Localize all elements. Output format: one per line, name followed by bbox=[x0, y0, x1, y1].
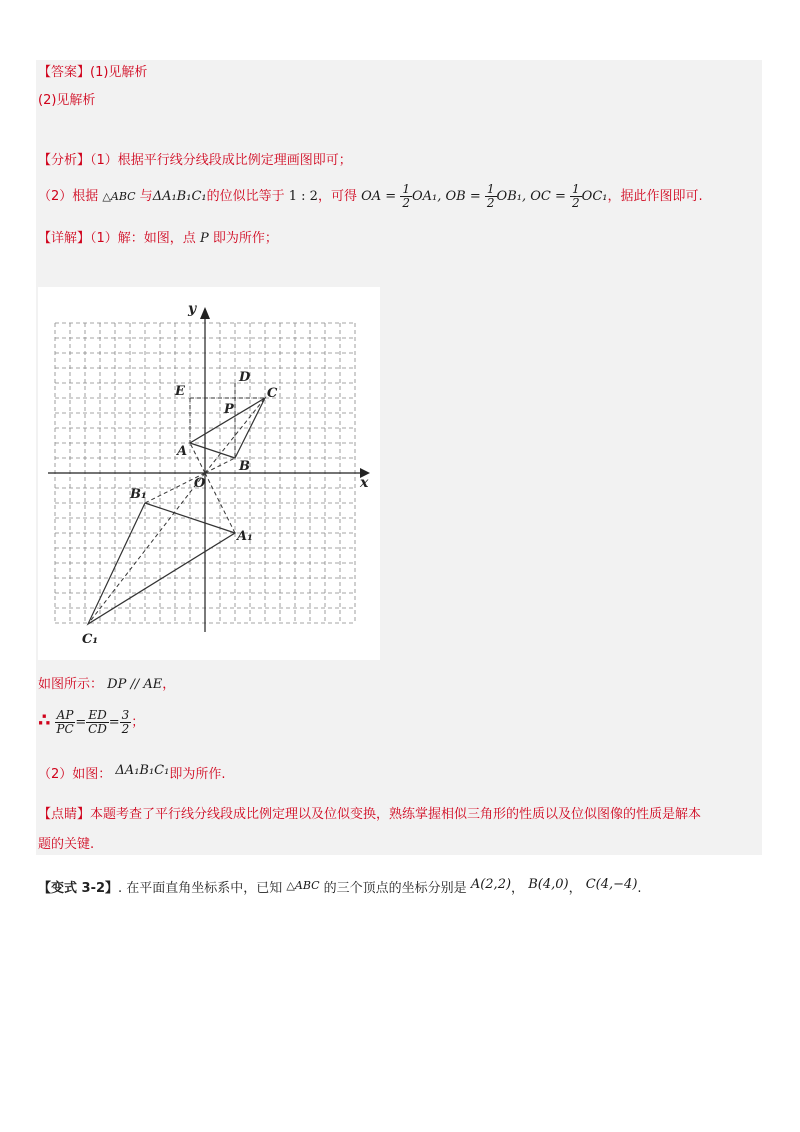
eq3-right: OC₁ bbox=[581, 189, 608, 204]
analysis-text-2e: ，据此作图即可. bbox=[607, 189, 703, 204]
label-x-axis: x bbox=[360, 475, 369, 491]
comment-tag: 【点睛】 bbox=[38, 807, 91, 822]
coordinate-plane-svg bbox=[38, 287, 380, 660]
parallel-statement: DP // AE bbox=[107, 677, 163, 692]
variant-end: . bbox=[637, 881, 642, 896]
eq1-right: OA₁, bbox=[411, 189, 442, 204]
label-d: D bbox=[239, 370, 251, 385]
ratio-end: ； bbox=[131, 715, 145, 730]
detail-text-1a: （1）解：如图，点 bbox=[90, 231, 196, 246]
therefore-symbol: ∴ bbox=[38, 710, 51, 731]
variant-text-a: . 在平面直角坐标系中，已知 bbox=[118, 881, 283, 896]
point-a: A(2,2) bbox=[470, 877, 512, 892]
label-b: B bbox=[239, 459, 250, 474]
detail-line-1 bbox=[38, 230, 278, 248]
label-c1: C₁ bbox=[82, 632, 99, 647]
analysis-text-1: （1）根据平行线分线段成比例定理画图即可； bbox=[90, 153, 352, 168]
answer-part2: (2)见解析 bbox=[38, 93, 96, 108]
answer-line-2 bbox=[38, 92, 95, 110]
parallel-text-b: ， bbox=[162, 677, 176, 692]
fraction-ap-pc: $\frac{AP}{PC}$ bbox=[56, 708, 74, 736]
variant-line bbox=[38, 872, 642, 898]
comment-text-1: 本题考查了平行线分线段成比例定理以及位似变换，熟练掌握相似三角形的性质以及位似图像的性质是解本 bbox=[90, 807, 702, 822]
triangle-abc: △ABC bbox=[102, 190, 136, 203]
answer-part1: (1)见解析 bbox=[90, 65, 148, 80]
answer-line-1 bbox=[38, 64, 147, 82]
coordinate-figure bbox=[38, 287, 380, 660]
eq2-left: OB = bbox=[445, 189, 481, 204]
part2-line bbox=[38, 758, 225, 784]
variant-triangle: △ABC bbox=[286, 879, 320, 892]
analysis-text-2b: 与 bbox=[139, 189, 153, 204]
variant-tag: 【变式 3-2】 bbox=[38, 881, 119, 896]
point-c: C(4,−4) bbox=[585, 877, 638, 892]
part2-triangle: ΔA₁B₁C₁ bbox=[115, 763, 170, 778]
label-a: A bbox=[177, 444, 188, 459]
fraction-3-2: $\frac{3}{2}$ bbox=[121, 708, 130, 736]
sep-2: ， bbox=[568, 881, 582, 896]
point-p: P bbox=[199, 231, 209, 246]
half-fraction-1: $\frac{1}{2}$ bbox=[402, 182, 410, 210]
analysis-line-1 bbox=[38, 152, 352, 170]
label-e: E bbox=[175, 384, 185, 399]
detail-text-1b: 即为所作； bbox=[212, 231, 278, 246]
fraction-ed-cd: $\frac{ED}{CD}$ bbox=[88, 708, 107, 736]
y-axis-arrow-icon bbox=[200, 307, 210, 319]
eq2-right: OB₁, bbox=[496, 189, 527, 204]
sep-1: ， bbox=[511, 881, 525, 896]
equals-2: = bbox=[108, 715, 120, 730]
label-c: C bbox=[267, 386, 278, 401]
eq1-left: OA = bbox=[361, 189, 397, 204]
analysis-text-2c: 的位似比等于 bbox=[206, 189, 285, 204]
label-a1: A₁ bbox=[237, 529, 253, 544]
analysis-text-2a: （2）根据 bbox=[38, 189, 99, 204]
comment-line-2 bbox=[38, 836, 94, 854]
part2-text-b: 即为所作. bbox=[169, 767, 226, 782]
label-p: P bbox=[224, 402, 234, 417]
parallel-text-a: 如图所示： bbox=[38, 677, 104, 692]
detail-tag: 【详解】 bbox=[38, 231, 91, 246]
comment-line-1 bbox=[38, 806, 701, 824]
label-y-axis: y bbox=[188, 301, 197, 317]
triangle-a1b1c1: ΔA₁B₁C₁ bbox=[152, 189, 207, 204]
parallel-line bbox=[38, 676, 175, 694]
triangle-a1b1c1-shape bbox=[88, 503, 235, 624]
point-b: B(4,0) bbox=[528, 877, 569, 892]
analysis-tag: 【分析】 bbox=[38, 153, 91, 168]
similarity-ratio: 1 : 2 bbox=[288, 189, 318, 204]
variant-text-b: 的三个顶点的坐标分别是 bbox=[323, 881, 467, 896]
equals-1: = bbox=[75, 715, 87, 730]
half-fraction-3: $\frac{1}{2}$ bbox=[572, 182, 580, 210]
half-fraction-2: $\frac{1}{2}$ bbox=[486, 182, 495, 210]
comment-text-2: 题的关键. bbox=[38, 837, 95, 852]
ratio-line bbox=[38, 704, 144, 738]
answer-tag: 【答案】 bbox=[38, 65, 91, 80]
analysis-line-2 bbox=[38, 182, 703, 212]
eq3-left: OC = bbox=[530, 189, 566, 204]
label-origin: O bbox=[194, 476, 206, 491]
label-b1: B₁ bbox=[130, 487, 147, 502]
analysis-text-2d: ，可得 bbox=[317, 189, 357, 204]
part2-text-a: （2）如图： bbox=[38, 767, 112, 782]
